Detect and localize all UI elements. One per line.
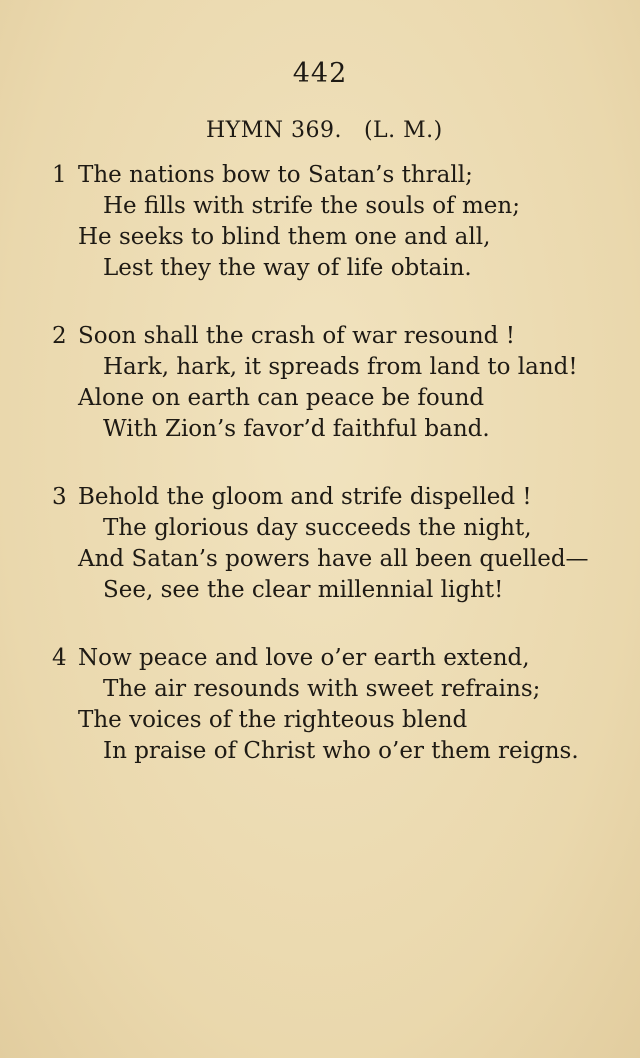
verse-1 [0,160,640,321]
hymn-heading [206,118,443,143]
verse-line: The glorious day succeeds the night, [103,515,532,541]
verse-line: Soon shall the crash of war resound ! [78,323,515,349]
verse-line: In praise of Christ who o’er them reigns. [103,738,579,764]
verse-line: Behold the gloom and strife dispelled ! [78,484,532,510]
verse-line: Now peace and love o’er earth extend, [78,645,530,671]
verse-number: 3 [52,484,67,510]
verse-number: 1 [52,162,67,188]
verse-line: Hark, hark, it spreads from land to land! [103,354,578,380]
verse-line: Lest they the way of life obtain. [103,255,472,281]
verse-line: Alone on earth can peace be found [78,385,485,411]
verse-line: And Satan’s powers have all been quelled— [78,546,589,572]
verse-line: See, see the clear millennial light! [103,577,504,603]
verse-line: He seeks to blind them one and all, [78,224,491,250]
verse-number: 4 [52,645,67,671]
verse-line: The voices of the righteous blend [78,707,468,733]
verse-line: With Zion’s favor’d faithful band. [103,416,490,442]
verse-line: The nations bow to Satan’s thrall; [78,162,473,188]
hymn-title: HYMN 369. [206,118,342,143]
verse-number: 2 [52,323,67,349]
verse-3 [0,482,640,643]
verse-line: He fills with strife the souls of men; [103,193,520,219]
page-number: 442 [292,58,348,89]
verse-line: The air resounds with sweet refrains; [103,676,541,702]
hymn-meter: (L. M.) [363,118,443,143]
verse-2 [0,321,640,482]
verse-4 [0,643,640,804]
verses [0,160,640,804]
